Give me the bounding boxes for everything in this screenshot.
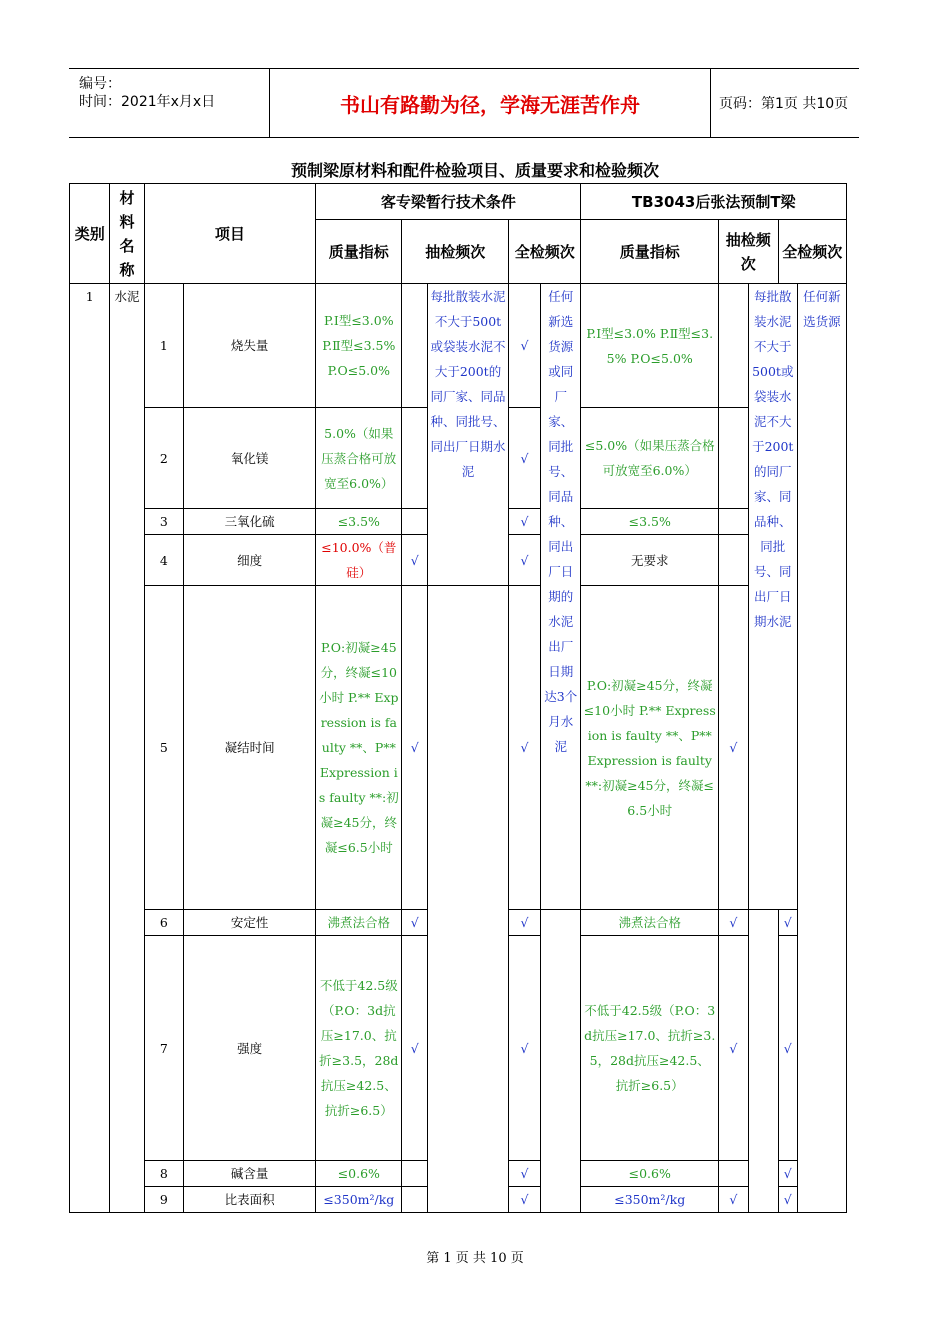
header-group-b: TB3043后张法预制T梁 [581,184,847,220]
quality-a: 不低于42.5级（P.O：3d抗压≥17.0、抗折≥3.5，28d抗压≥42.5、抗折≥6.5） [316,936,402,1161]
b-sample-check [718,1161,748,1187]
a-sample-check [402,408,428,509]
row-number: 5 [144,586,183,910]
header-a-sample: 抽检频次 [402,220,509,284]
b-sample-check [718,284,748,408]
a-sample-check [402,509,428,535]
a-sample-check: √ [402,936,428,1161]
header-category: 类别 [70,184,110,284]
quality-b: ≤0.6% [581,1161,718,1187]
row-number: 4 [144,535,183,586]
material-name: 水泥 [110,284,144,1213]
a-full-note: 任何新选货源或同厂家、同批号、同品种、同出厂日期的水泥出厂日期达3个月水泥 [540,284,581,910]
a-full-check: √ [509,1187,541,1213]
page-footer: 第 1 页 共 10 页 [426,1251,524,1266]
a-full-check: √ [509,1161,541,1187]
time-label: 时间：2021年x月x日 [79,94,216,110]
a-sample-check [402,1161,428,1187]
b-sample-check: √ [718,1187,748,1213]
row-number: 3 [144,509,183,535]
a-sample-check [402,1187,428,1213]
quality-a: ≤10.0%（普硅） [316,535,402,586]
header-b-sample: 抽检频次 [718,220,778,284]
table-row [70,284,847,408]
a-full-check: √ [509,936,541,1161]
quality-a: ≤0.6% [316,1161,402,1187]
a-sample-check: √ [402,535,428,586]
b-sample-check: √ [718,936,748,1161]
row-number: 6 [144,910,183,936]
a-full-empty [540,910,581,1213]
row-number: 9 [144,1187,183,1213]
quality-b: 沸煮法合格 [581,910,718,936]
quality-b: ≤3.5% [581,509,718,535]
row-number: 1 [144,284,183,408]
a-sample-check: √ [402,586,428,910]
a-sample-note: 每批散装水泥不大于500t或袋装水泥不大于200t的同厂家、同品种、同批号、同出厂日期水泥 [428,284,509,586]
row-item: 安定性 [184,910,316,936]
inspection-table [69,183,847,1213]
a-full-check: √ [509,586,541,910]
header-a-full: 全检频次 [509,220,581,284]
a-sample-empty [428,586,509,1213]
quality-b: 无要求 [581,535,718,586]
a-full-check: √ [509,408,541,509]
row-item: 凝结时间 [184,586,316,910]
quality-b: P.Ⅰ型≤3.0% P.Ⅱ型≤3.5% P.O≤5.0% [581,284,718,408]
row-item: 细度 [184,535,316,586]
header-b-full: 全检频次 [778,220,846,284]
header-a-quality: 质量指标 [316,220,402,284]
b-full-check: √ [778,1187,797,1213]
a-full-check: √ [509,284,541,408]
row-number: 8 [144,1161,183,1187]
b-sample-check: √ [718,910,748,936]
quality-a: ≤3.5% [316,509,402,535]
quality-a: ≤350m²/kg [316,1187,402,1213]
b-sample-empty [748,910,778,1213]
row-item: 碱含量 [184,1161,316,1187]
row-item: 比表面积 [184,1187,316,1213]
quality-a: 沸煮法合格 [316,910,402,936]
header-material: 材料名称 [110,184,144,284]
b-full-check: √ [778,1161,797,1187]
header-meta [69,69,270,137]
row-item: 强度 [184,936,316,1161]
number-label: 编号： [79,76,121,92]
quality-b: P.O:初凝≥45分，终凝≤10小时 P.** Expression is faulty **、P** Expression is faulty **:初凝≥45分，终凝≤6.5小时 [581,586,718,910]
b-sample-check [718,509,748,535]
b-full-check: √ [778,936,797,1161]
quality-a: 5.0%（如果压蒸合格可放宽至6.0%） [316,408,402,509]
row-item: 烧失量 [184,284,316,408]
table-row [70,586,847,910]
header-motto: 书山有路勤为径，学海无涯苦作舟 [270,69,711,137]
header-page-info: 页码：第1页 共10页 [719,96,849,112]
header-group-a: 客专梁暂行技术条件 [316,184,581,220]
a-sample-check: √ [402,910,428,936]
row-number: 7 [144,936,183,1161]
a-full-check: √ [509,535,541,586]
a-full-check: √ [509,910,541,936]
page-header [69,68,859,138]
row-item: 氧化镁 [184,408,316,509]
document-title: 预制梁原材料和配件检验项目、质量要求和检验频次 [290,161,659,180]
quality-b: 不低于42.5级（P.O：3d抗压≥17.0、抗折≥3.5，28d抗压≥42.5、抗折≥6.5） [581,936,718,1161]
quality-b: ≤350m²/kg [581,1187,718,1213]
b-sample-check [718,408,748,509]
row-number: 2 [144,408,183,509]
b-sample-check [718,535,748,586]
b-full-note: 任何新选货源 [797,284,846,1213]
b-full-check: √ [778,910,797,936]
quality-b: ≤5.0%（如果压蒸合格可放宽至6.0%） [581,408,718,509]
quality-a: P.O:初凝≥45分，终凝≤10小时 P.** Expression is faulty **、P** Expression is faulty **:初凝≥45分，终凝≤6.5小时 [316,586,402,910]
b-sample-note: 每批散装水泥不大于500t或袋装水泥不大于200t的同厂家、同品种、同批号、同出厂日期水泥 [748,284,797,910]
row-item: 三氧化硫 [184,509,316,535]
header-item: 项目 [144,184,316,284]
b-sample-check: √ [718,586,748,910]
a-full-check: √ [509,509,541,535]
a-sample-check [402,284,428,408]
quality-a: P.Ⅰ型≤3.0% P.Ⅱ型≤3.5% P.O≤5.0% [316,284,402,408]
header-b-quality: 质量指标 [581,220,718,284]
category-number: 1 [70,284,110,1213]
